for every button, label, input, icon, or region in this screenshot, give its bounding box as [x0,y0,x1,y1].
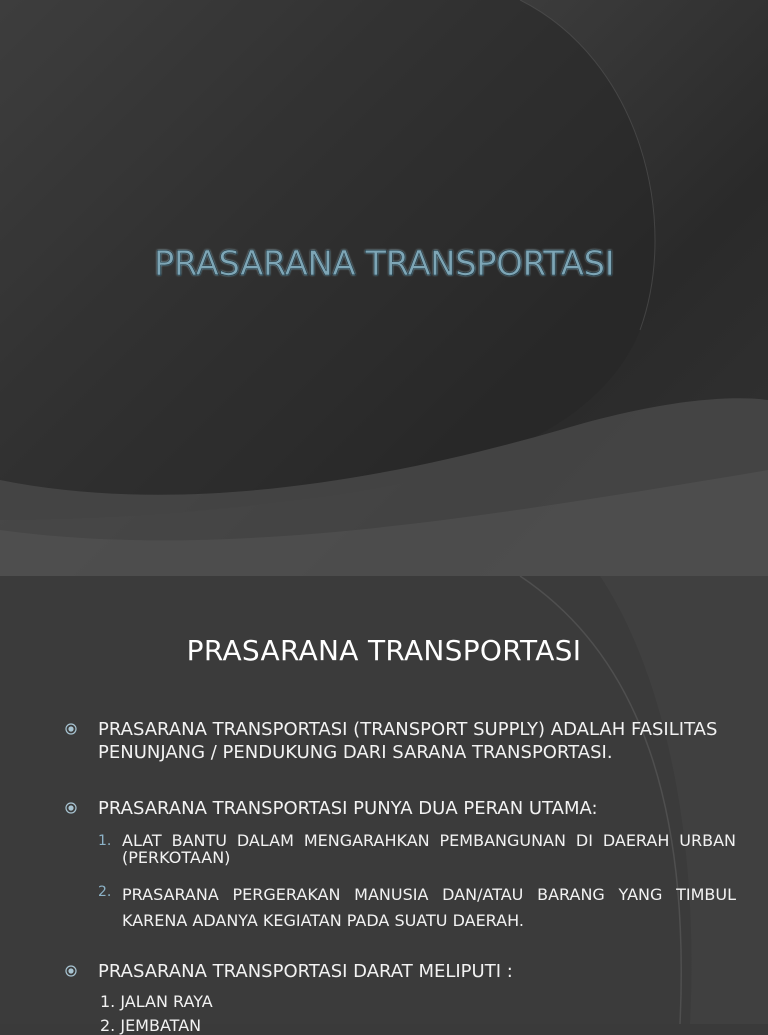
item-text: ALAT BANTU DALAM MENGARAHKAN PEMBANGUNAN DI DAERAH URBAN (PERKOTAAN) [122,831,736,867]
list-line: 1. JALAN RAYA [100,992,213,1011]
slide1-title: PRASARANA TRANSPORTASI [153,244,615,284]
item-number: 2. [98,884,112,900]
circle-bullet-icon [64,801,78,815]
circle-bullet-icon [64,964,78,978]
bullet-text: PRASARANA TRANSPORTASI DARAT MELIPUTI : [98,961,513,982]
slide2-title: PRASARANA TRANSPORTASI [186,634,582,667]
item-text: PRASARANA PERGERAKAN MANUSIA DAN/ATAU BARANG YANG TIMBUL KARENA ADANYA KEGIATAN PADA SUATU DAERAH. [122,885,736,930]
content-slide [0,576,768,1035]
list-line: 2. JEMBATAN [100,1016,202,1035]
item-number: 1. [98,833,112,849]
bullet-text: PRASARANA TRANSPORTASI (TRANSPORT SUPPLY) ADALAH FASILITAS PENUNJANG / PENDUKUNG DARI SARANA TRANSPORTASI. [98,719,718,763]
circle-bullet-icon [64,722,78,736]
bullet-text: PRASARANA TRANSPORTASI PUNYA DUA PERAN UTAMA: [98,798,598,819]
